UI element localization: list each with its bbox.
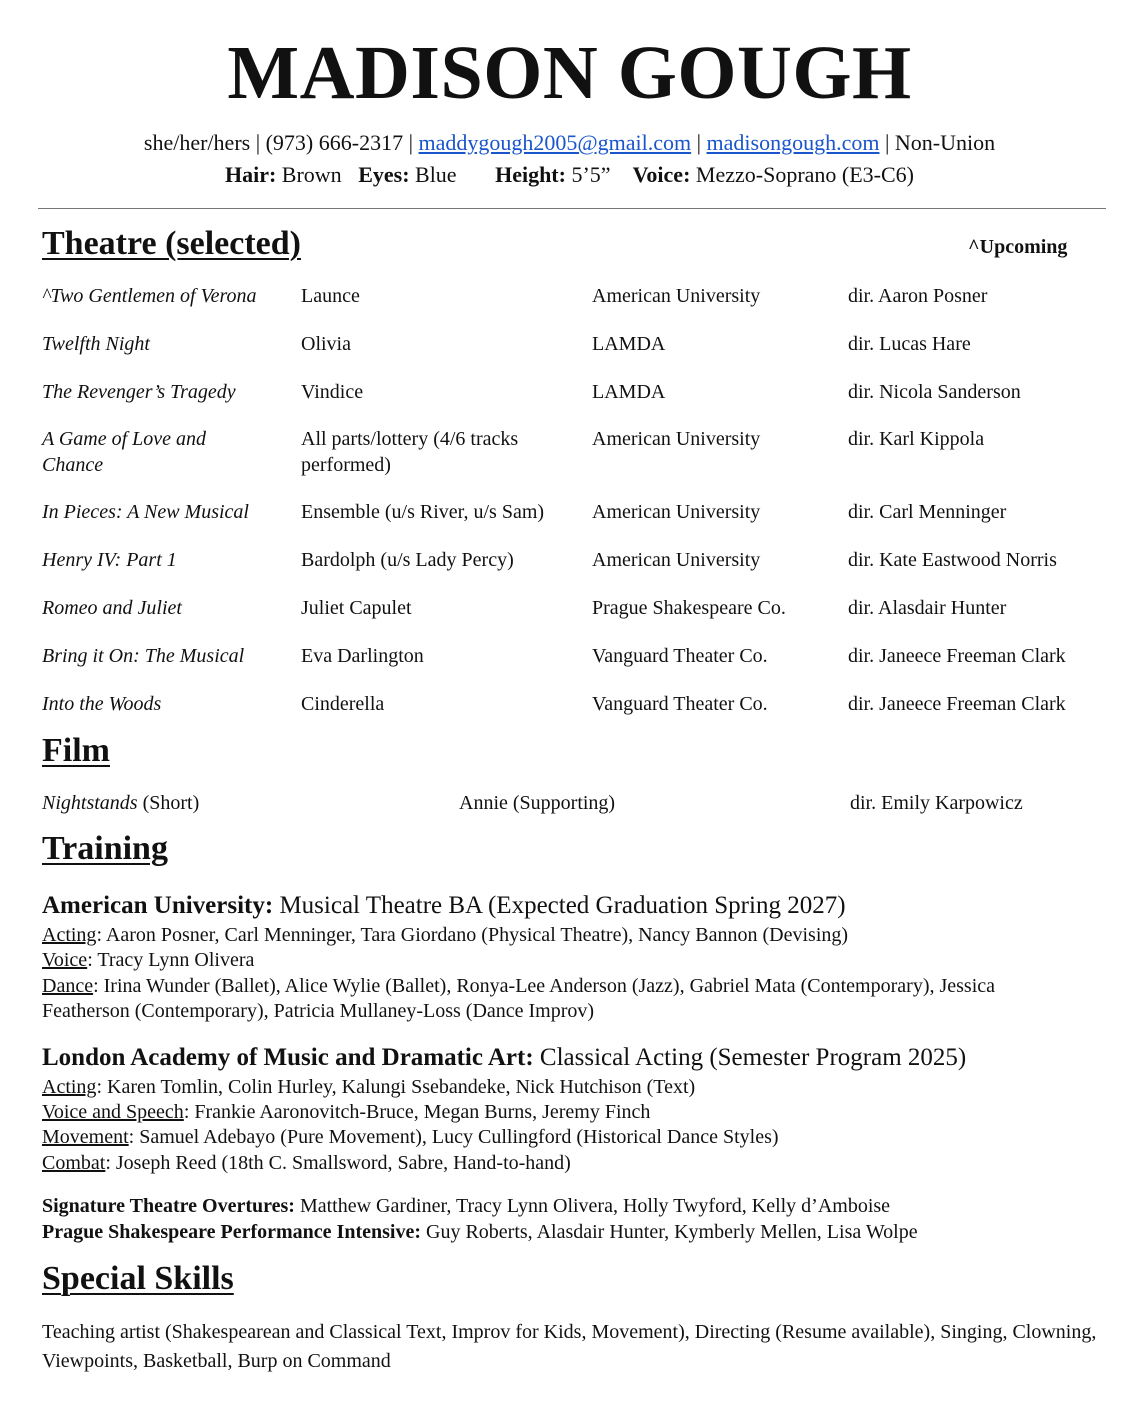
name-heading: MADISON GOUGH bbox=[227, 31, 912, 115]
au-dance: : Irina Wunder (Ballet), Alice Wylie (Ballet), Ronya-Lee Anderson (Jazz), Gabriel Mata (Contemporary), Jessica bbox=[93, 975, 996, 997]
credit-director: dir. Nicola Sanderson bbox=[848, 381, 1021, 403]
lamda-speech-label: Voice and Speech bbox=[42, 1101, 184, 1123]
au-dance-line bbox=[42, 974, 995, 999]
au-voice-line bbox=[42, 948, 254, 973]
credit-title: Bring it On: The Musical bbox=[42, 645, 245, 667]
prague-line bbox=[42, 1220, 918, 1245]
credit-director: dir. Janeece Freeman Clark bbox=[848, 693, 1066, 715]
credit-role: Bardolph (u/s Lady Percy) bbox=[301, 549, 514, 571]
film-title-cell bbox=[42, 790, 199, 816]
au-program: Musical Theatre BA (Expected Graduation Spring 2027) bbox=[273, 892, 846, 919]
credit-director: dir. Carl Menninger bbox=[848, 501, 1007, 523]
lamda-combat-label: Combat bbox=[42, 1152, 106, 1174]
lamda-program: Classical Acting (Semester Program 2025) bbox=[533, 1044, 967, 1071]
film-type: (Short) bbox=[137, 792, 200, 814]
credit-title: The Revenger’s Tragedy bbox=[42, 381, 236, 403]
credit-title: Into the Woods bbox=[42, 693, 162, 715]
credit-company: Vanguard Theater Co. bbox=[592, 693, 768, 715]
hair-label: Hair: bbox=[224, 162, 277, 187]
film-heading: Film bbox=[42, 732, 110, 769]
skills-text: Teaching artist (Shakespearean and Classical Text, Improv for Kids, Movement), Directing (Resume available), Singing, Clowning, Viewpoints, Basketball, Burp on Command bbox=[42, 1321, 1097, 1372]
theatre-heading: Theatre (selected) bbox=[42, 225, 301, 262]
lamda-combat: : Joseph Reed (18th C. Smallsword, Sabre, Hand-to-hand) bbox=[105, 1152, 571, 1174]
film-director: dir. Emily Karpowicz bbox=[850, 792, 1023, 814]
credit-company: American University bbox=[592, 501, 761, 523]
training-heading: Training bbox=[42, 830, 168, 867]
lamda-speech: : Frankie Aaronovitch-Bruce, Megan Burns, Jeremy Finch bbox=[183, 1101, 651, 1123]
signature-teachers: Matthew Gardiner, Tracy Lynn Olivera, Holly Twyford, Kelly d’Amboise bbox=[294, 1195, 891, 1217]
contact-separator: | bbox=[691, 130, 707, 155]
credit-company: Prague Shakespeare Co. bbox=[592, 597, 786, 619]
lamda-acting-line bbox=[42, 1075, 695, 1100]
au-dance-label: Dance bbox=[42, 975, 94, 997]
credit-director: dir. Kate Eastwood Norris bbox=[848, 549, 1057, 571]
hair-value: Brown bbox=[281, 162, 342, 187]
credit-director: dir. Aaron Posner bbox=[848, 285, 988, 307]
credit-company: Vanguard Theater Co. bbox=[592, 645, 768, 667]
credit-company: American University bbox=[592, 285, 761, 307]
eyes-value: Blue bbox=[415, 162, 457, 187]
au-school: American University: bbox=[42, 892, 274, 919]
credit-title: Twelfth Night bbox=[42, 333, 150, 355]
credit-role: Launce bbox=[301, 285, 360, 307]
credit-role: Olivia bbox=[301, 333, 351, 355]
au-voice-label: Voice bbox=[42, 949, 88, 971]
voice-value: Mezzo-Soprano (E3-C6) bbox=[695, 162, 915, 187]
lamda-school-line bbox=[42, 1043, 966, 1073]
credit-role: Ensemble (u/s River, u/s Sam) bbox=[301, 501, 545, 523]
voice-label: Voice: bbox=[632, 162, 691, 187]
upcoming-note: ^Upcoming bbox=[968, 236, 1068, 258]
prague-label: Prague Shakespeare Performance Intensive: bbox=[42, 1221, 422, 1243]
au-acting-line bbox=[42, 923, 848, 948]
skills-heading: Special Skills bbox=[42, 1260, 234, 1297]
lamda-acting-label: Acting bbox=[42, 1076, 97, 1098]
credit-company: American University bbox=[592, 549, 761, 571]
union-status: | Non-Union bbox=[879, 130, 996, 155]
credit-company: American University bbox=[592, 428, 761, 450]
credit-role: Vindice bbox=[301, 381, 364, 403]
film-role: Annie (Supporting) bbox=[459, 792, 616, 814]
credit-role: Eva Darlington bbox=[301, 645, 424, 667]
email-link[interactable]: maddygough2005@gmail.com bbox=[418, 130, 692, 155]
lamda-acting: : Karen Tomlin, Colin Hurley, Kalungi Ssebandeke, Nick Hutchison (Text) bbox=[96, 1076, 696, 1098]
credit-director: dir. Karl Kippola bbox=[848, 428, 985, 450]
signature-line bbox=[42, 1194, 890, 1219]
eyes-label: Eyes: bbox=[358, 162, 410, 187]
credit-director: dir. Alasdair Hunter bbox=[848, 597, 1007, 619]
header-divider bbox=[38, 208, 1106, 209]
height-label: Height: bbox=[495, 162, 566, 187]
website-link[interactable]: madisongough.com bbox=[706, 130, 880, 155]
credit-title: Henry IV: Part 1 bbox=[42, 549, 177, 571]
au-acting: : Aaron Posner, Carl Menninger, Tara Giordano (Physical Theatre), Nancy Bannon (Devising) bbox=[96, 924, 849, 946]
credit-role: Cinderella bbox=[301, 693, 385, 715]
prague-teachers: Guy Roberts, Alasdair Hunter, Kymberly Mellen, Lisa Wolpe bbox=[421, 1221, 918, 1243]
au-acting-label: Acting bbox=[42, 924, 97, 946]
physical-attributes bbox=[0, 160, 1139, 190]
pronouns-phone: she/her/hers | (973) 666-2317 | bbox=[143, 130, 419, 155]
credit-role: All parts/lottery (4/6 tracks performed) bbox=[301, 428, 519, 476]
au-school-line bbox=[42, 891, 846, 921]
credit-role: Juliet Capulet bbox=[301, 597, 412, 619]
credit-company: LAMDA bbox=[592, 333, 666, 355]
au-dance-line-2: Featherson (Contemporary), Patricia Mullaney-Loss (Dance Improv) bbox=[42, 1000, 595, 1022]
credit-title: In Pieces: A New Musical bbox=[42, 501, 249, 523]
au-voice: : Tracy Lynn Olivera bbox=[87, 949, 255, 971]
height-value: 5’5” bbox=[571, 162, 611, 187]
film-title: Nightstands bbox=[42, 792, 138, 814]
lamda-school: London Academy of Music and Dramatic Art: bbox=[42, 1044, 534, 1071]
lamda-movement-line bbox=[42, 1125, 779, 1150]
credit-director: dir. Janeece Freeman Clark bbox=[848, 645, 1066, 667]
lamda-movement: : Samuel Adebayo (Pure Movement), Lucy Cullingford (Historical Dance Styles) bbox=[128, 1126, 779, 1148]
contact-line bbox=[0, 128, 1139, 158]
credit-company: LAMDA bbox=[592, 381, 666, 403]
lamda-combat-line bbox=[42, 1151, 571, 1176]
signature-label: Signature Theatre Overtures: bbox=[42, 1195, 295, 1217]
lamda-speech-line bbox=[42, 1100, 650, 1125]
credit-title: Romeo and Juliet bbox=[42, 597, 182, 619]
credit-director: dir. Lucas Hare bbox=[848, 333, 971, 355]
credit-title: ^Two Gentlemen of Verona bbox=[42, 285, 257, 307]
credit-title: A Game of Love and Chance bbox=[42, 428, 207, 476]
lamda-movement-label: Movement bbox=[42, 1126, 129, 1148]
